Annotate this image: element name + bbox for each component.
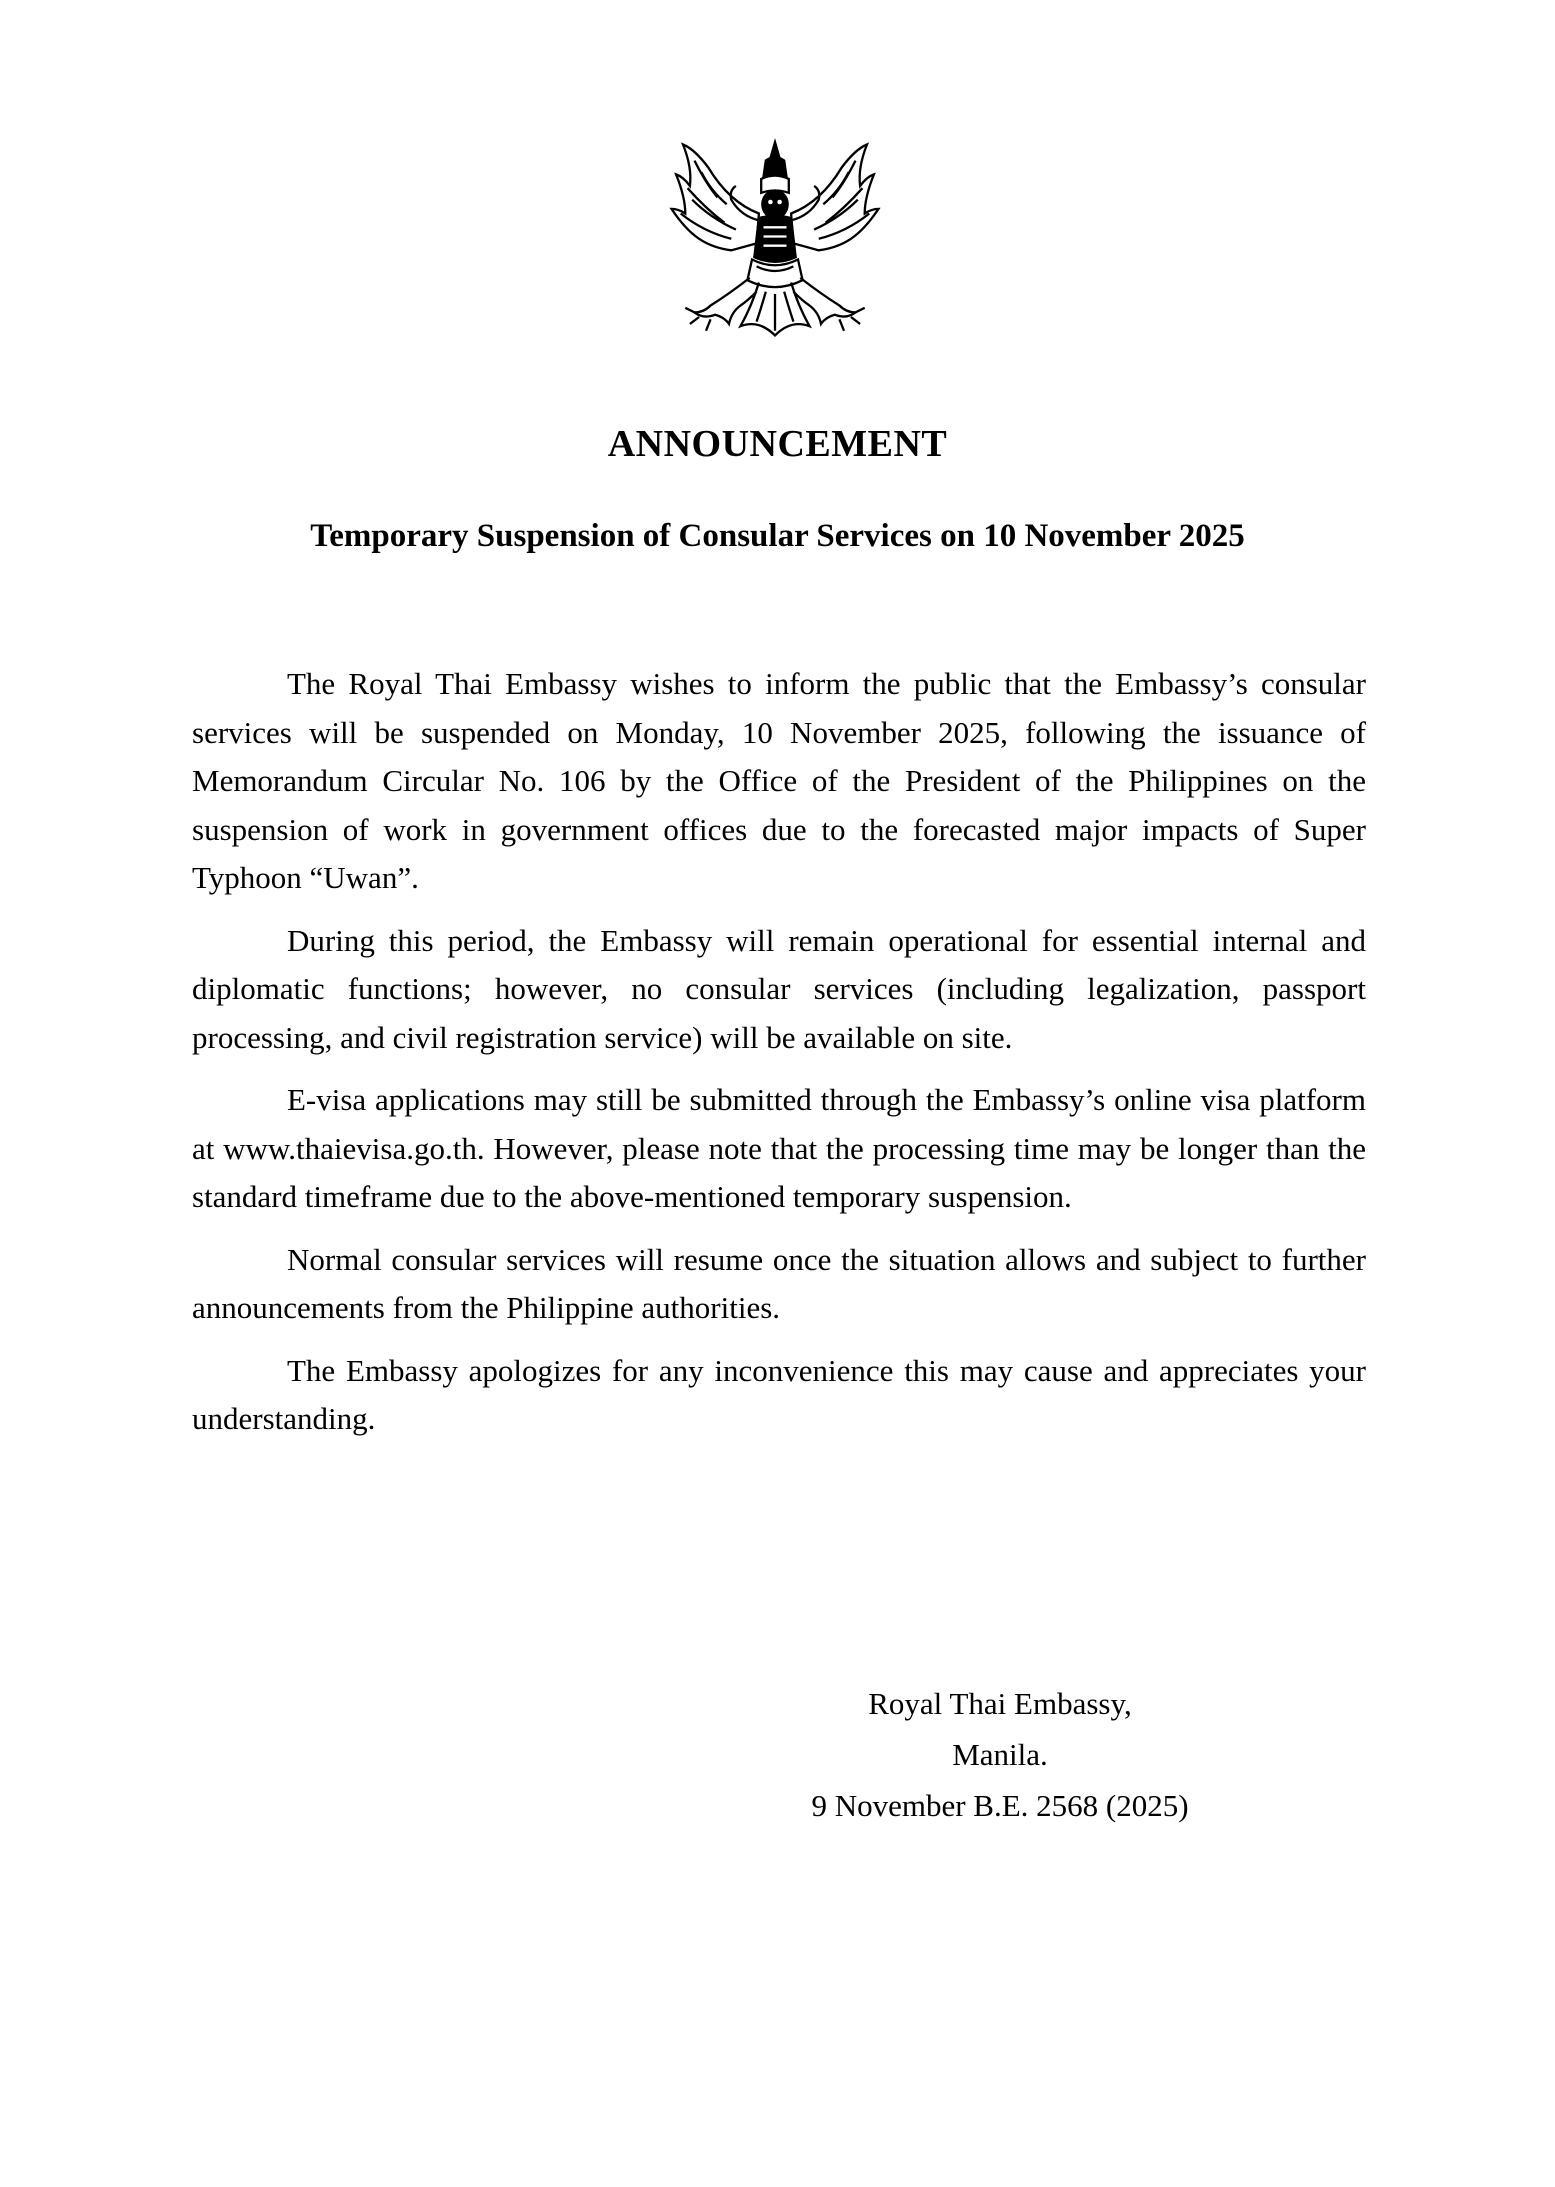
announcement-subheading: Temporary Suspension of Consular Services on 10 November 2025: [310, 518, 1245, 554]
signature-date: 9 November B.E. 2568 (2025): [811, 1788, 1189, 1823]
signature-block: [760, 1678, 1240, 1831]
garuda-emblem-icon: [660, 133, 890, 363]
body-paragraph: The Embassy apologizes for any inconvenience this may cause and appreciates your understanding.: [192, 1352, 1366, 1436]
announcement-heading: ANNOUNCEMENT: [607, 423, 948, 465]
body-paragraph: E-visa applications may still be submitted through the Embassy’s online visa platform at www.thaievisa.go.th. However, please note that the processing time may be longer than the standard timeframe due to the above-mentioned temporary suspension.: [192, 1082, 1366, 1214]
announcement-body: [192, 660, 1366, 1458]
body-paragraph: Normal consular services will resume once the situation allows and subject to further announcements from the Philippine authorities.: [192, 1241, 1366, 1325]
body-paragraph: The Royal Thai Embassy wishes to inform the public that the Embassy’s consular services will be suspended on Monday, 10 November 2025, following the issuance of Memorandum Circular No. 106 by the Office of the President of the Philippines on the suspension of work in government offices due to the forecasted major impacts of Super Typhoon “Uwan”.: [192, 666, 1366, 895]
signature-location: Manila.: [952, 1737, 1048, 1772]
body-paragraph: During this period, the Embassy will remain operational for essential internal and diplomatic functions; however, no consular services (including legalization, passport processing, and civil registration service) will be available on site.: [192, 922, 1366, 1055]
signature-organization: Royal Thai Embassy,: [868, 1686, 1132, 1721]
